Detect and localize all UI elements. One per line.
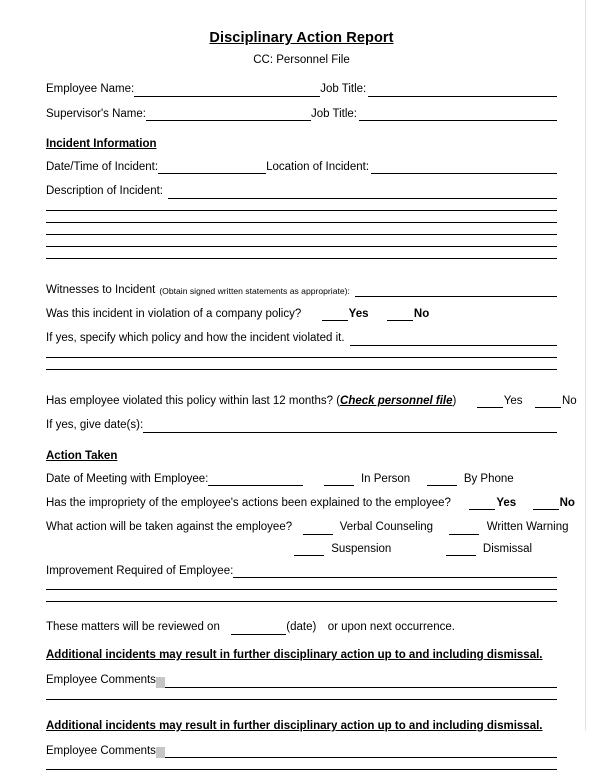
review-row (46, 620, 557, 634)
blank-line[interactable] (46, 369, 557, 370)
verbal-counseling-checkbox[interactable] (303, 523, 333, 535)
incident-description-input[interactable] (168, 187, 557, 199)
action-options-row-1 (46, 520, 569, 534)
blank-line[interactable] (46, 234, 557, 235)
action-options-row-2 (294, 542, 557, 556)
suspension-checkbox[interactable] (294, 544, 324, 556)
employee-comments-input-2[interactable] (165, 746, 557, 758)
policy-violation-yes-label: Yes (348, 308, 369, 321)
supervisor-name-input[interactable] (146, 109, 311, 121)
by-phone-label: By Phone (463, 472, 514, 485)
impropriety-no-label: No (559, 496, 575, 509)
review-text-before: These matters will be reviewed on (46, 621, 220, 634)
form-body (46, 30, 577, 781)
improvement-input[interactable] (233, 566, 557, 578)
review-date-input[interactable] (231, 623, 286, 635)
employee-comments-row (46, 673, 557, 687)
spacer (46, 131, 557, 138)
witnesses-note: (Obtain signed written statements as appropriate): (159, 285, 350, 296)
prior-violation-yes-label: Yes (503, 394, 523, 407)
employee-comments-lines (46, 699, 557, 700)
blank-line[interactable] (46, 699, 557, 700)
written-warning-label: Written Warning (486, 521, 569, 534)
impropriety-yes-label: Yes (496, 496, 517, 509)
job-title-input[interactable] (368, 85, 557, 97)
policy-followup-lines (46, 357, 557, 370)
blank-line[interactable] (46, 769, 557, 770)
improvement-label: Improvement Required of Employee: (46, 565, 234, 578)
incident-description-row (46, 184, 557, 198)
incident-datetime-row (46, 160, 557, 174)
employee-name-label: Employee Name: (46, 83, 135, 96)
incident-location-input[interactable] (371, 162, 557, 174)
spacer (46, 613, 557, 620)
employee-comments-input[interactable] (165, 676, 557, 688)
review-date-marker: (date) (286, 621, 317, 634)
blank-line[interactable] (46, 222, 557, 223)
form-field-marker-icon (156, 747, 165, 758)
warning-statement: Additional incidents may result in further disciplinary action up to and including dismissal. (46, 648, 543, 661)
supervisor-job-title-label: Job Title: (310, 107, 358, 120)
policy-violation-question: Was this incident in violation of a company policy? (46, 308, 302, 321)
prior-violation-no-label: No (561, 394, 577, 407)
policy-violation-row (46, 307, 557, 321)
policy-followup-input[interactable] (350, 334, 557, 346)
job-title-label: Job Title: (320, 83, 367, 96)
form-field-marker-icon (156, 677, 165, 688)
employee-comments-lines-2 (46, 769, 557, 770)
dismissal-checkbox[interactable] (446, 544, 476, 556)
witnesses-input[interactable] (355, 285, 557, 297)
blank-line[interactable] (46, 601, 557, 602)
prior-violation-dates-label: If yes, give date(s): (46, 419, 144, 432)
impropriety-no-checkbox[interactable] (533, 498, 559, 510)
incident-location-label: Location of Incident: (266, 160, 370, 173)
policy-violation-yes-checkbox[interactable] (322, 309, 348, 321)
suspension-label: Suspension (331, 542, 392, 555)
blank-line[interactable] (46, 258, 557, 259)
witnesses-row (46, 283, 557, 297)
incident-datetime-label: Date/Time of Incident: (46, 160, 159, 173)
blank-line[interactable] (46, 357, 557, 358)
in-person-label: In Person (360, 472, 411, 485)
employee-comments-label: Employee Comments (46, 674, 156, 687)
spacer (46, 443, 557, 450)
section-heading-incident-information: Incident Information (46, 137, 157, 150)
blank-line[interactable] (46, 246, 557, 247)
incident-description-lines (46, 210, 557, 259)
by-phone-checkbox[interactable] (427, 474, 457, 486)
impropriety-row (46, 496, 575, 510)
spacer (46, 381, 557, 394)
policy-followup-label: If yes, specify which policy and how the incident violated it. (46, 332, 345, 345)
prior-violation-yes-checkbox[interactable] (477, 396, 503, 408)
spacer (46, 712, 557, 719)
supervisor-name-row (46, 107, 557, 121)
incident-description-label: Description of Incident: (46, 185, 163, 198)
prior-violation-question-part2: ) (452, 394, 457, 407)
document-subtitle: CC: Personnel File (253, 54, 350, 67)
supervisor-job-title-input[interactable] (359, 109, 557, 121)
blank-line[interactable] (46, 589, 557, 590)
improvement-lines (46, 589, 557, 602)
impropriety-yes-checkbox[interactable] (469, 498, 495, 510)
section-heading-action-taken: Action Taken (46, 449, 118, 462)
check-personnel-file-emphasis: Check personnel file (340, 394, 453, 407)
witnesses-label: Witnesses to Incident (46, 283, 156, 296)
supervisor-name-label: Supervisor's Name: (46, 107, 146, 120)
prior-violation-row (46, 394, 577, 408)
warning-statement-2: Additional incidents may result in further disciplinary action up to and including dismissal. (46, 719, 543, 732)
blank-line[interactable] (46, 210, 557, 211)
improvement-row (46, 564, 557, 578)
employee-comments-row-2 (46, 744, 557, 758)
employee-name-input[interactable] (134, 85, 320, 97)
policy-followup-row (46, 331, 557, 345)
action-question: What action will be taken against the employee? (46, 521, 293, 534)
in-person-checkbox[interactable] (324, 474, 354, 486)
employee-name-row (46, 82, 557, 96)
impropriety-question: Has the impropriety of the employee's actions been explained to the employee? (46, 496, 451, 509)
written-warning-checkbox[interactable] (449, 523, 479, 535)
meeting-date-label: Date of Meeting with Employee: (46, 472, 209, 485)
incident-datetime-input[interactable] (158, 162, 266, 174)
prior-violation-no-checkbox[interactable] (535, 396, 561, 408)
spacer (46, 270, 557, 283)
dismissal-label: Dismissal (482, 542, 533, 555)
policy-violation-no-checkbox[interactable] (387, 309, 413, 321)
prior-violation-dates-row (46, 418, 557, 432)
meeting-date-input[interactable] (208, 474, 303, 486)
employee-comments-label-2: Employee Comments (46, 744, 156, 757)
review-text-after: or upon next occurrence. (327, 621, 455, 634)
prior-violation-question-part1: Has employee violated this policy within last 12 months? ( (46, 394, 341, 407)
verbal-counseling-label: Verbal Counseling (339, 521, 434, 534)
meeting-date-row (46, 472, 557, 486)
policy-violation-no-label: No (413, 308, 430, 321)
page-title: Disciplinary Action Report (209, 30, 394, 46)
prior-violation-dates-input[interactable] (143, 421, 557, 433)
